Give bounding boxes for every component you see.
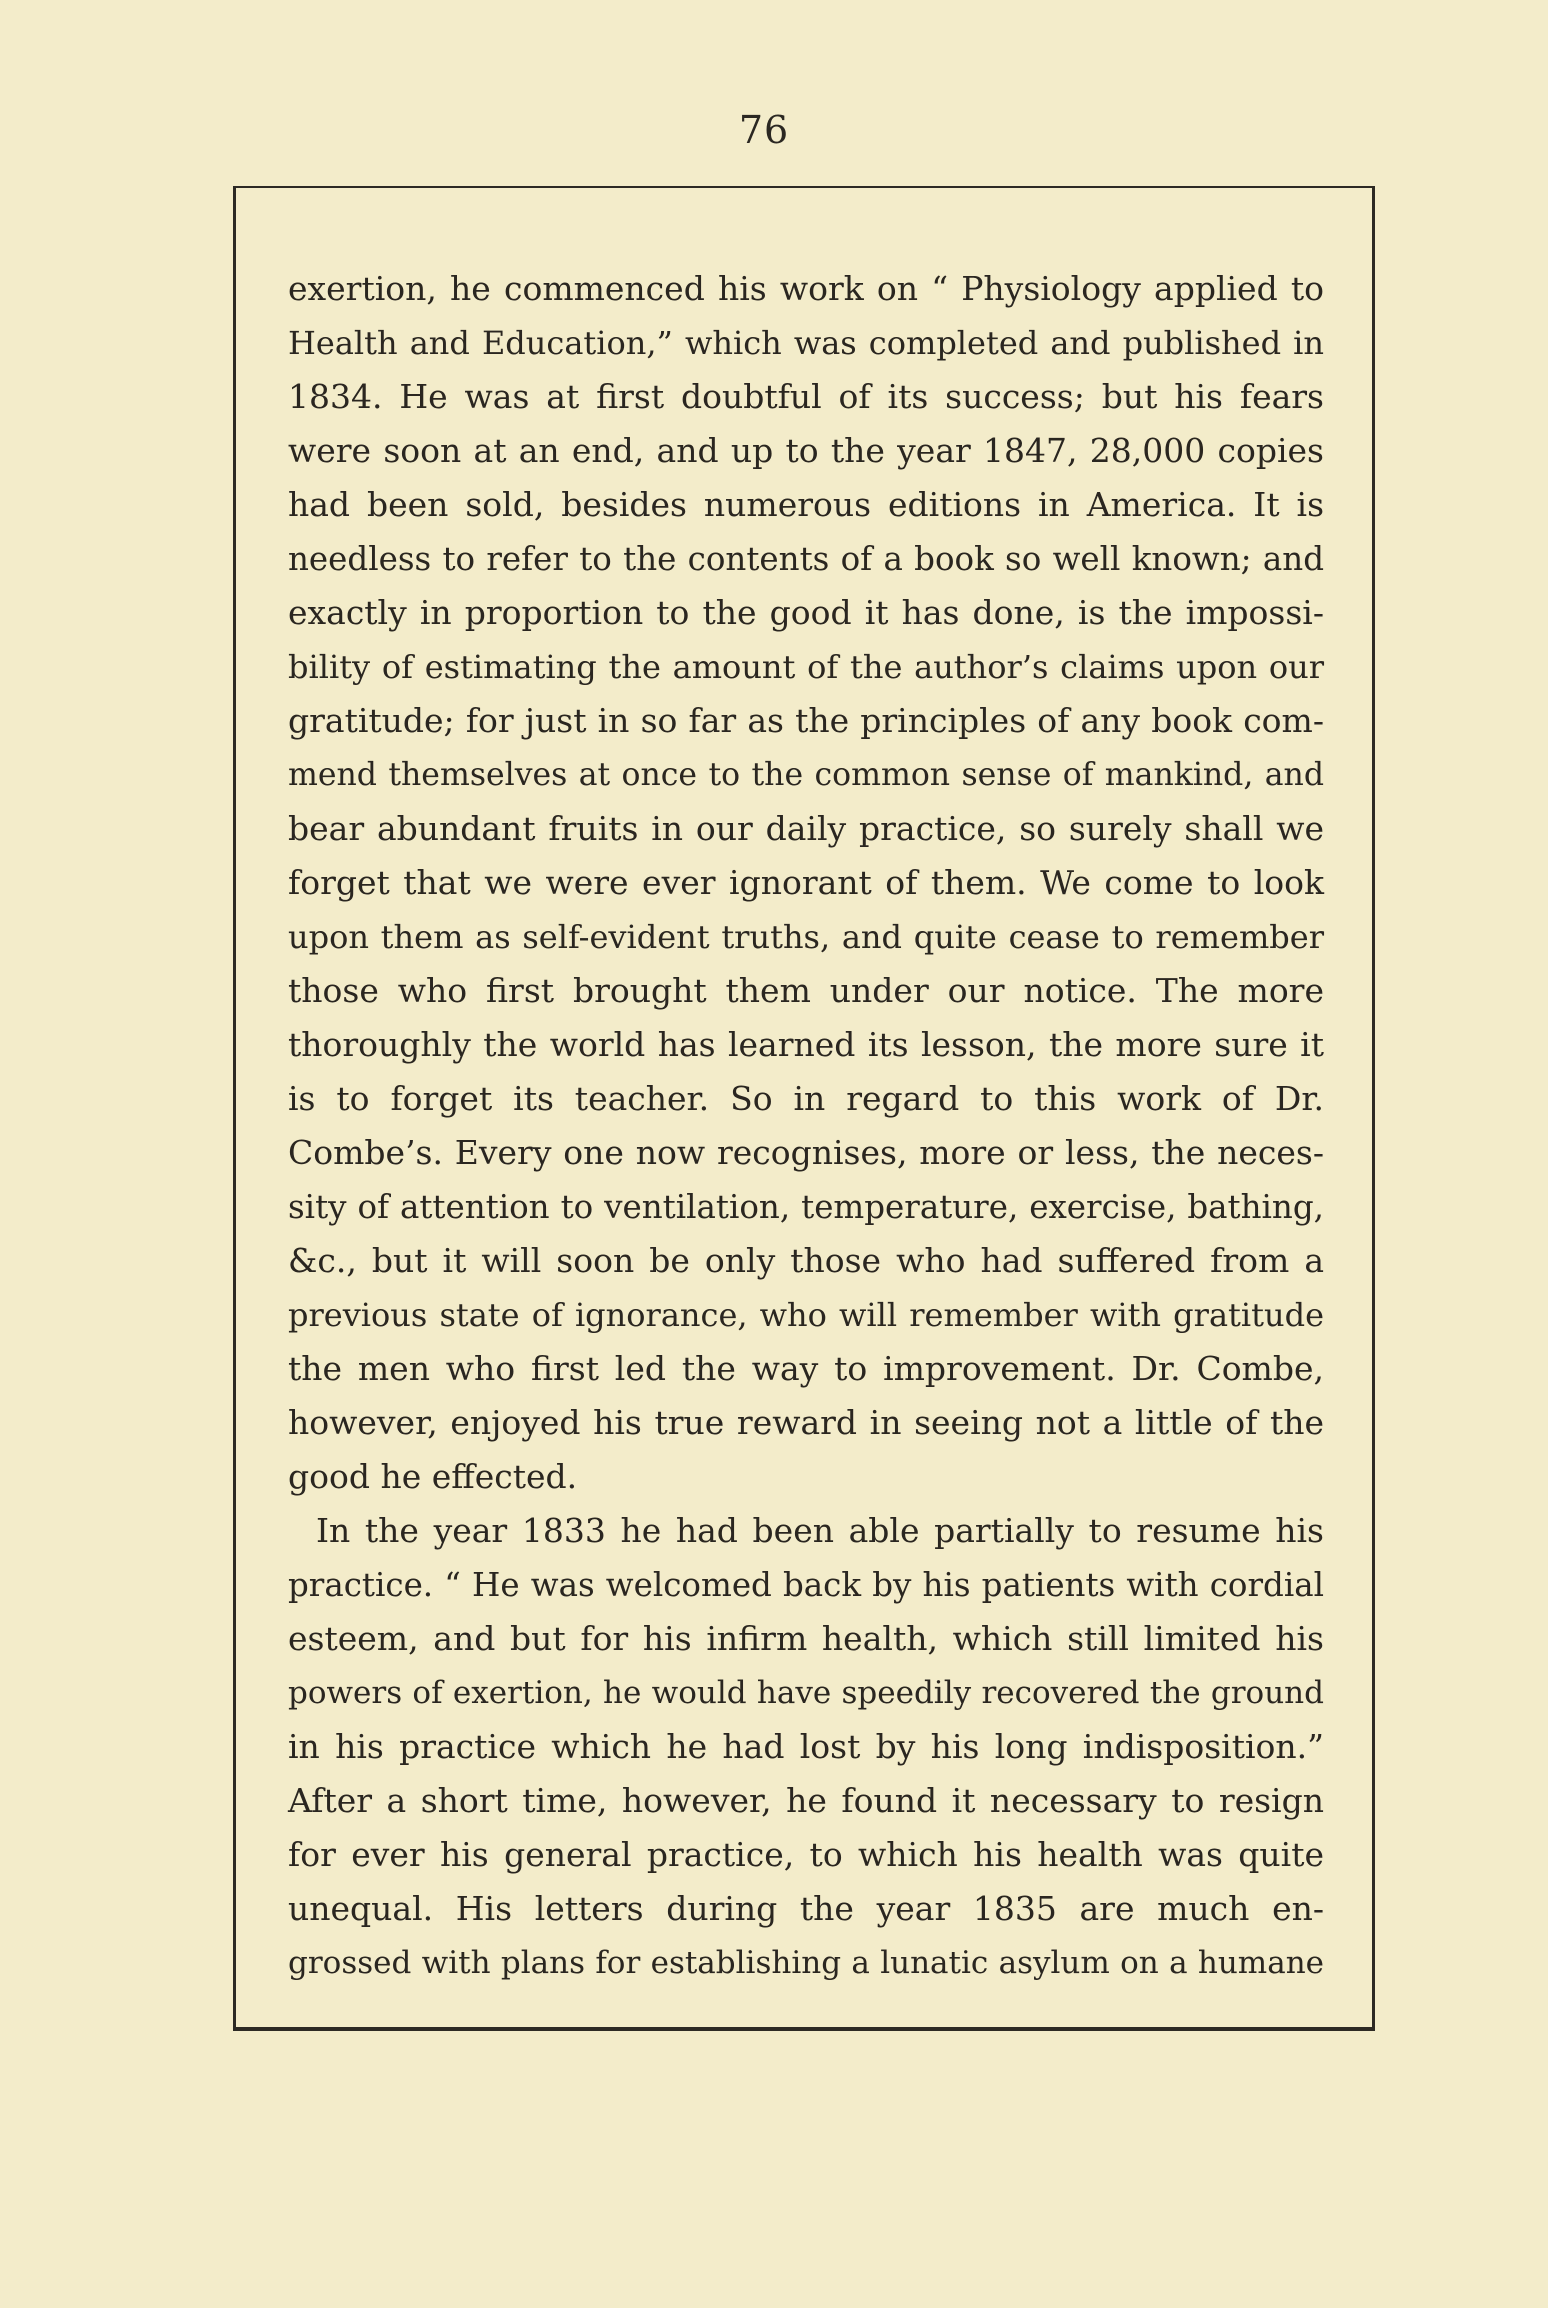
text-line: Combe’s. Every one now recognises, more or less, the neces- bbox=[288, 1133, 1324, 1172]
body-text bbox=[288, 262, 1324, 1990]
text-line: for ever his general practice, to which his health was quite bbox=[288, 1835, 1324, 1874]
text-line: gratitude; for just in so far as the principles of any book com- bbox=[288, 701, 1324, 740]
text-line: good he effected. bbox=[288, 1457, 578, 1496]
text-line: &c., but it will soon be only those who had suffered from a bbox=[288, 1241, 1324, 1280]
text-line: sity of attention to ventilation, temperature, exercise, bathing, bbox=[288, 1188, 1324, 1226]
text-line: practice. “ He was welcomed back by his patients with cordial bbox=[288, 1566, 1324, 1604]
text-line: exactly in proportion to the good it has done, is the impossi- bbox=[288, 593, 1324, 632]
text-line: needless to refer to the contents of a book so well known; and bbox=[288, 540, 1324, 578]
text-line: In the year 1833 he had been able partially to resume his bbox=[316, 1511, 1324, 1550]
text-line: however, enjoyed his true reward in seeing not a little of the bbox=[288, 1403, 1324, 1442]
text-line: powers of exertion, he would have speedily recovered the ground bbox=[288, 1675, 1324, 1711]
text-line: were soon at an end, and up to the year 1847, 28,000 copies bbox=[288, 431, 1324, 470]
text-line: exertion, he commenced his work on “ Physiology applied to bbox=[288, 269, 1324, 308]
text-line: unequal. His letters during the year 1835 are much en- bbox=[288, 1889, 1324, 1928]
text-line: in his practice which he had lost by his long indisposition.” bbox=[288, 1727, 1324, 1766]
text-line: thoroughly the world has learned its lesson, the more sure it bbox=[288, 1025, 1324, 1064]
text-line: the men who first led the way to improvement. Dr. Combe, bbox=[288, 1349, 1324, 1388]
page-number: 76 bbox=[738, 108, 790, 152]
text-line: is to forget its teacher. So in regard to this work of Dr. bbox=[288, 1079, 1324, 1118]
text-line: those who first brought them under our notice. The more bbox=[288, 971, 1324, 1010]
text-line: Health and Education,” which was completed and published in bbox=[288, 324, 1324, 362]
text-line: grossed with plans for establishing a lunatic asylum on a humane bbox=[288, 1945, 1324, 1981]
text-line: upon them as self-evident truths, and quite cease to remember bbox=[288, 918, 1324, 956]
text-line: mend themselves at once to the common sense of mankind, and bbox=[288, 757, 1324, 793]
text-line: 1834. He was at first doubtful of its success; but his fears bbox=[288, 377, 1324, 416]
text-line: previous state of ignorance, who will remember with gratitude bbox=[288, 1296, 1324, 1334]
text-line: had been sold, besides numerous editions in America. It is bbox=[288, 485, 1324, 524]
text-line: After a short time, however, he found it necessary to resign bbox=[288, 1781, 1324, 1820]
text-line: forget that we were ever ignorant of them. We come to look bbox=[288, 863, 1324, 902]
text-line: esteem, and but for his infirm health, which still limited his bbox=[288, 1619, 1324, 1658]
text-line: bear abundant fruits in our daily practice, so surely shall we bbox=[288, 809, 1324, 848]
text-line: bility of estimating the amount of the author’s claims upon our bbox=[288, 648, 1324, 686]
